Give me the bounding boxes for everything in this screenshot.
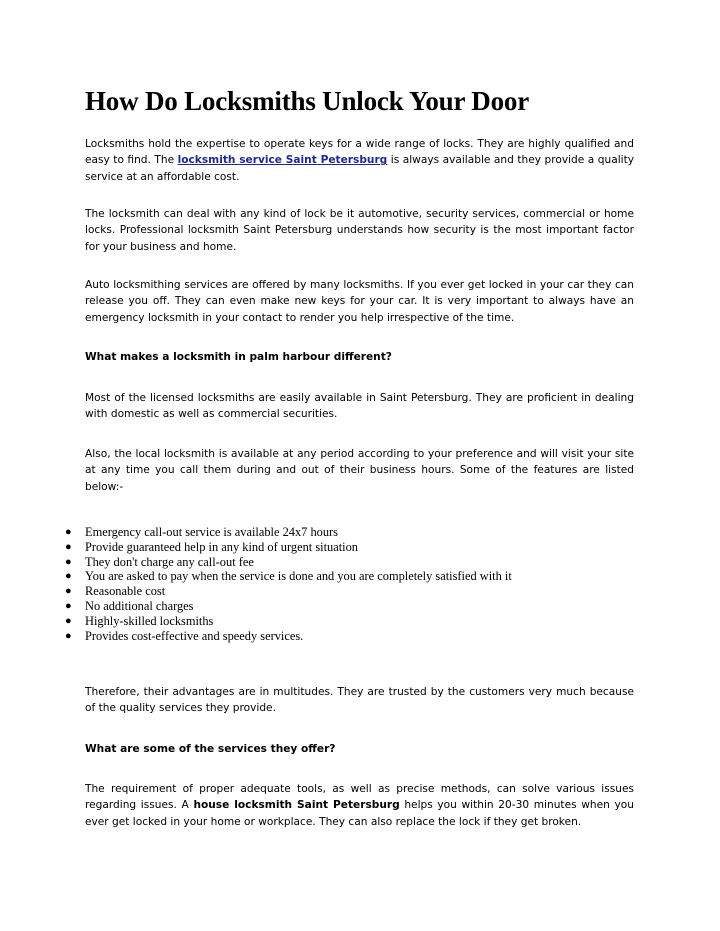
list-item: ● Emergency call-out service is available 24x7 hours — [65, 525, 339, 539]
bullet-icon: ● — [65, 614, 72, 627]
heading-palm-harbour: What makes a locksmith in palm harbour different? — [85, 351, 392, 363]
paragraph-auto-locksmithing: Auto locksmithing services are offered by many locksmiths. If you ever get locked in your car they can release you off. They can even make new keys for your car. It is very important to always have an emergency locksmith in your contact to render you help irrespective of the time. — [85, 279, 634, 324]
bullet-icon: ● — [65, 585, 72, 598]
paragraph-house-locksmith — [85, 781, 634, 830]
bullet-icon: ● — [65, 526, 72, 538]
heading-services-offered: What are some of the services they offer? — [85, 743, 336, 755]
list-item: ● Provide guaranteed help in any kind of urgent situation — [65, 539, 358, 554]
paragraph-local-locksmith: Also, the local locksmith is available at any period according to your preference and will visit your site at any time you call them during and out of their business hours. Some of the features are listed below:- — [85, 448, 634, 493]
locksmith-service-link[interactable]: locksmith service Saint Petersburg — [177, 154, 388, 167]
list-item: ● Reasonable cost — [65, 584, 166, 599]
house-text-after: helps you within 20-30 minutes when you ever get locked in your home or workplace. They can also replace the lock if they get broken. — [85, 799, 634, 828]
intro-paragraph — [85, 136, 634, 185]
bullet-icon: ● — [65, 555, 72, 568]
list-item: ● They don't charge any call-out fee — [65, 554, 254, 569]
list-item: ● Provides cost-effective and speedy services. — [65, 628, 304, 643]
bullet-icon: ● — [65, 599, 72, 612]
paragraph-licensed-locksmiths: Most of the licensed locksmiths are easily available in Saint Petersburg. They are proficient in dealing with domestic as well as commercial securities. — [85, 392, 634, 421]
list-item: ● No additional charges — [65, 598, 194, 613]
bullet-icon: ● — [65, 540, 72, 553]
list-item: ● You are asked to pay when the service is done and you are completely satisfied with it — [65, 569, 512, 584]
paragraph-lock-types: The locksmith can deal with any kind of lock be it automotive, security services, commercial or home locks. Professional locksmith Saint Petersburg understands how security is the most important factor for your business and home. — [85, 208, 634, 253]
paragraph-advantages: Therefore, their advantages are in multitudes. They are trusted by the customers very much because of the quality services they provide. — [85, 686, 634, 715]
intro-text-before: Locksmiths hold the expertise to operate keys for a wide range of locks. They are highly qualified and easy to find. The — [85, 138, 634, 167]
bullet-icon: ● — [65, 570, 72, 583]
house-text-before: The requirement of proper adequate tools, as well as precise methods, can solve various issues regarding issues. A — [85, 783, 634, 812]
bullet-icon: ● — [65, 629, 72, 642]
features-list — [65, 525, 512, 643]
page-title: How Do Locksmiths Unlock Your Door — [85, 86, 529, 116]
house-locksmith-keyword: house locksmith Saint Petersburg — [193, 799, 400, 812]
intro-text-after: is always available and they provide a quality service at an affordable cost. — [85, 154, 635, 183]
list-item: ● Highly-skilled locksmiths — [65, 613, 214, 628]
